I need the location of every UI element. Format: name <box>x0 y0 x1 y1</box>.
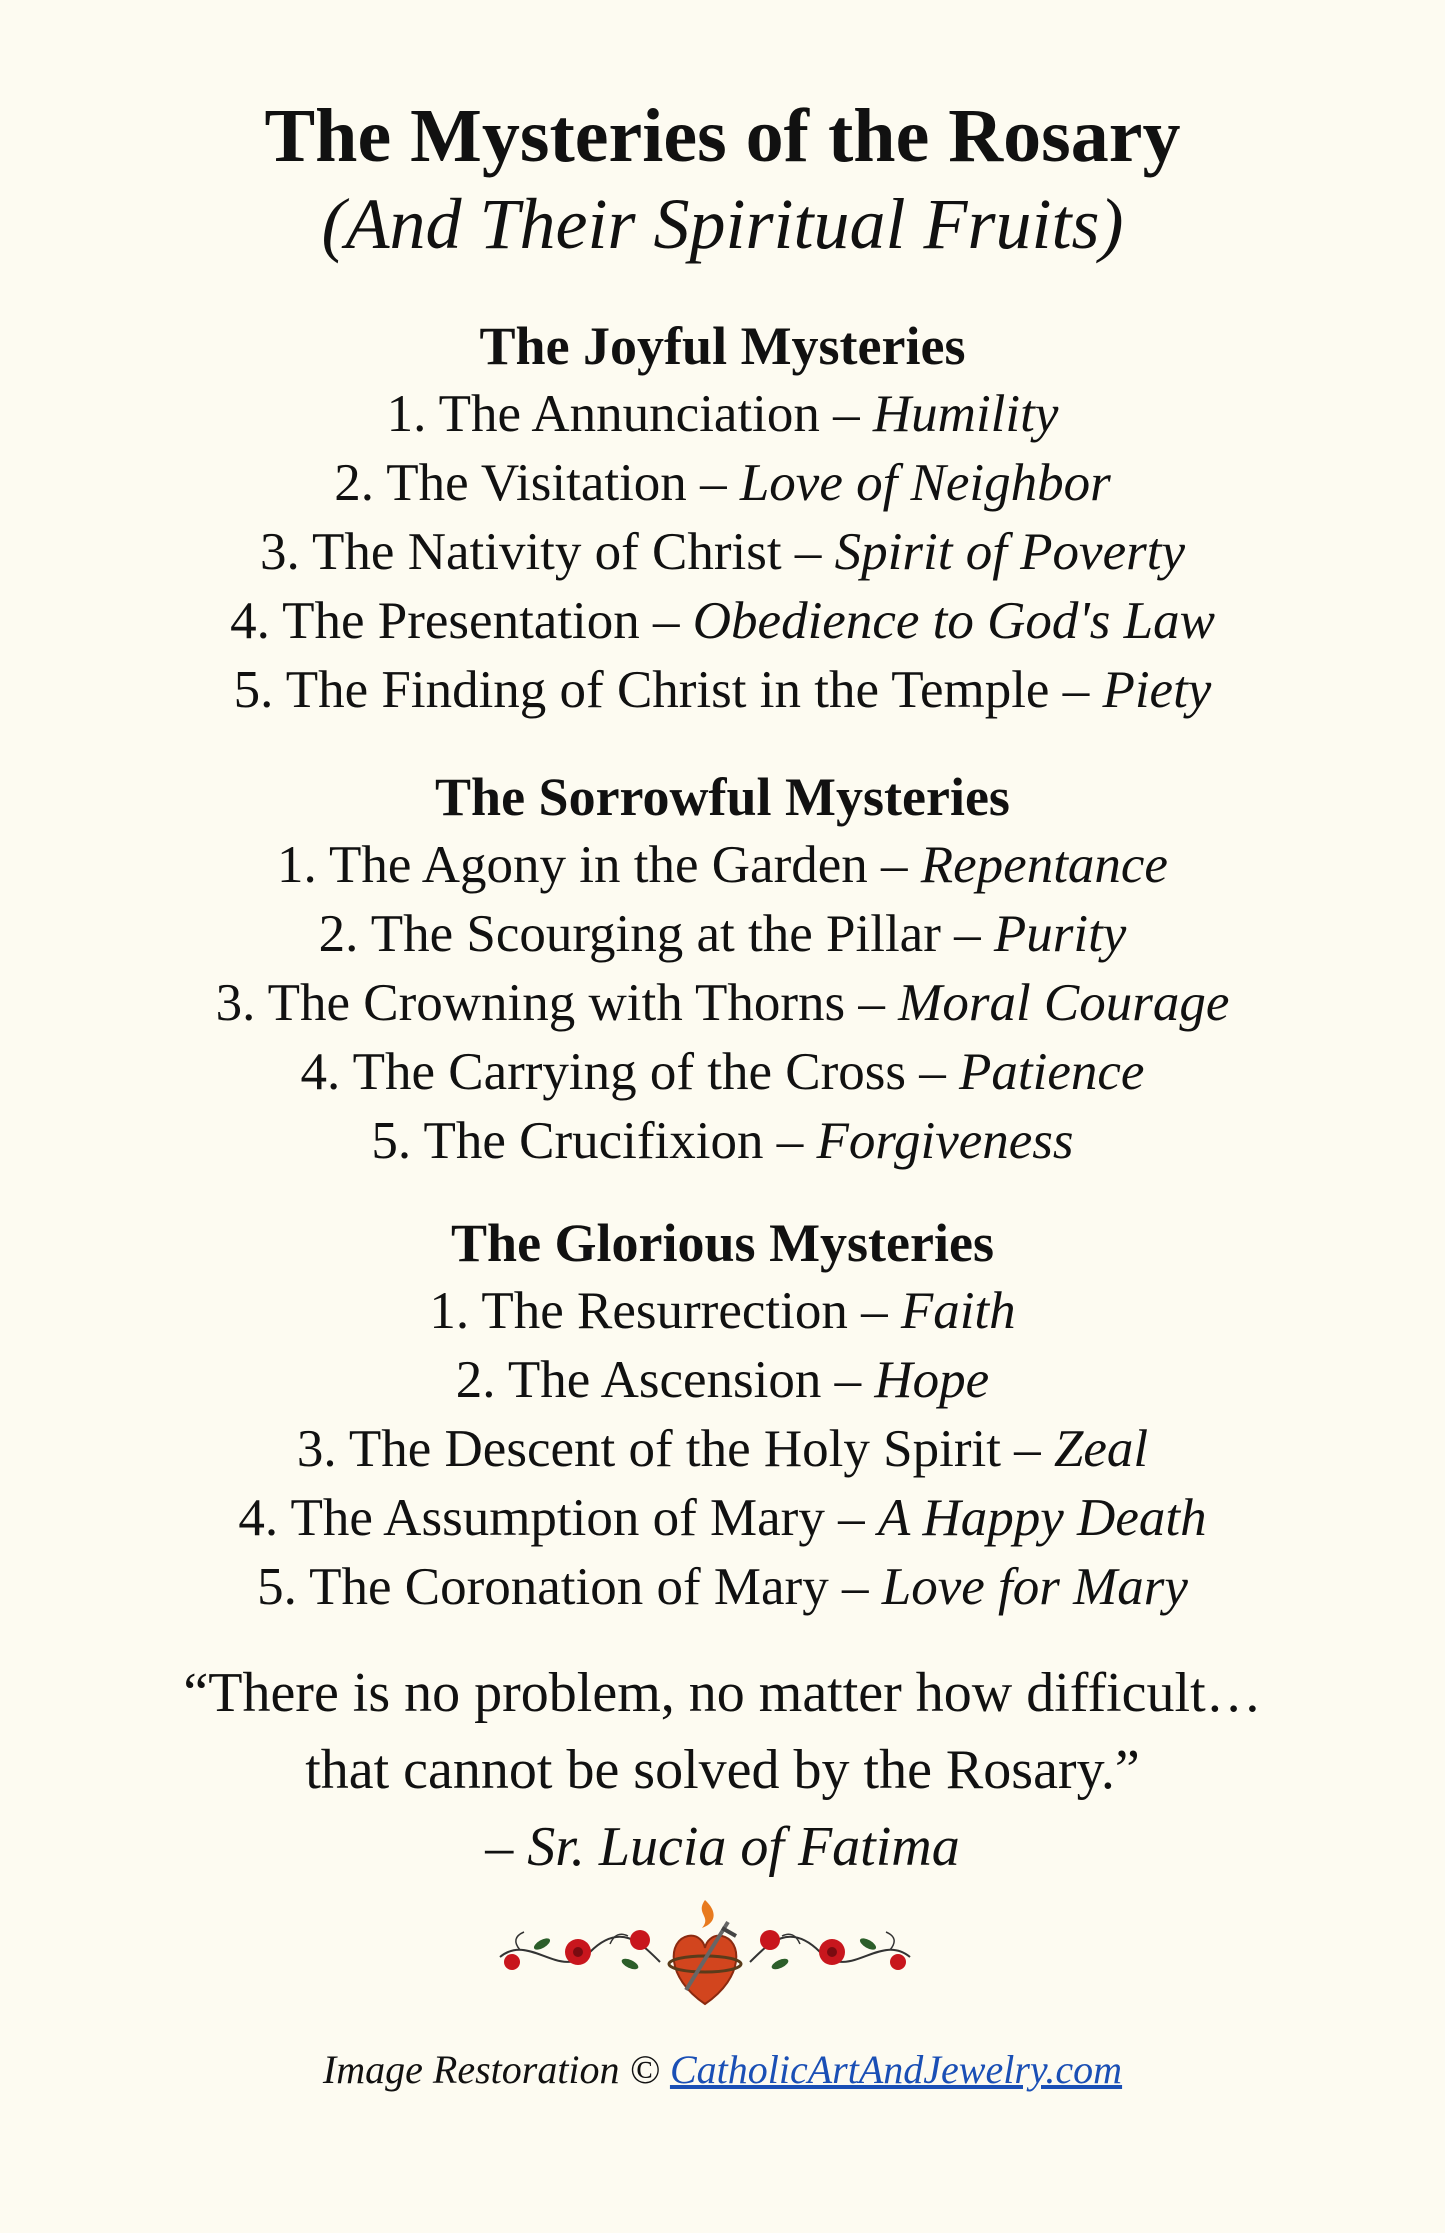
spiritual-fruit: Moral Courage <box>898 974 1230 1032</box>
image-credit <box>0 2046 1445 2093</box>
mystery-item: 4. The Carrying of the Cross – Patience <box>300 1043 1145 1101</box>
mystery-item: 2. The Ascension – Hope <box>455 1351 990 1409</box>
rosary-quote <box>0 1655 1445 1886</box>
mystery-item: 4. The Assumption of Mary – A Happy Death <box>238 1489 1207 1547</box>
mystery-name: 1. The Resurrection <box>429 1282 848 1340</box>
mystery-name: 2. The Scourging at the Pillar <box>318 905 941 963</box>
mystery-name: 2. The Visitation <box>334 454 687 512</box>
spiritual-fruit: Repentance <box>920 836 1168 894</box>
page-subtitle: (And Their Spiritual Fruits) <box>321 184 1124 264</box>
spiritual-fruit: Piety <box>1102 661 1212 719</box>
mystery-name: 4. The Assumption of Mary <box>238 1489 825 1547</box>
mystery-name: 5. The Finding of Christ in the Temple <box>233 661 1050 719</box>
mystery-item: 1. The Resurrection – Faith <box>429 1282 1016 1340</box>
spiritual-fruit: A Happy Death <box>877 1489 1207 1547</box>
mystery-item: 3. The Descent of the Holy Spirit – Zeal <box>296 1420 1149 1478</box>
spiritual-fruit: Obedience to God's Law <box>692 592 1215 650</box>
mystery-item: 1. The Annunciation – Humility <box>386 385 1059 443</box>
mystery-name: 5. The Crucifixion <box>371 1112 764 1170</box>
quote-attribution: – Sr. Lucia of Fatima <box>485 1816 960 1878</box>
mystery-item: 1. The Agony in the Garden – Repentance <box>277 836 1168 894</box>
spiritual-fruit: Humility <box>872 385 1059 443</box>
mystery-item: 3. The Nativity of Christ – Spirit of Poverty <box>260 523 1185 581</box>
mystery-item: 5. The Finding of Christ in the Temple – Piety <box>233 661 1212 719</box>
mystery-item: 5. The Crucifixion – Forgiveness <box>371 1112 1074 1170</box>
spiritual-fruit: Purity <box>993 905 1127 963</box>
mystery-list <box>0 380 1445 725</box>
sacred-heart-with-roses-icon <box>490 1892 920 2012</box>
spiritual-fruit: Hope <box>874 1351 990 1409</box>
mystery-name: 4. The Carrying of the Cross <box>300 1043 907 1101</box>
credit-link[interactable]: CatholicArtAndJewelry.com <box>669 2047 1123 2092</box>
mystery-item: 3. The Crowning with Thorns – Moral Courage <box>215 974 1230 1032</box>
sorrowful-mysteries-section <box>0 763 1445 1176</box>
mystery-item: 2. The Scourging at the Pillar – Purity <box>318 905 1127 963</box>
glorious-mysteries-section <box>0 1209 1445 1622</box>
credit-prefix: Image Restoration © <box>322 2047 670 2092</box>
page-title: The Mysteries of the Rosary <box>264 94 1181 178</box>
quote-line-1: “There is no problem, no matter how difficult… <box>183 1662 1262 1724</box>
mystery-item: 4. The Presentation – Obedience to God's Law <box>230 592 1215 650</box>
spiritual-fruit: Love of Neighbor <box>739 454 1111 512</box>
mystery-name: 4. The Presentation <box>230 592 640 650</box>
mystery-name: 5. The Coronation of Mary <box>257 1558 829 1616</box>
mystery-name: 1. The Annunciation <box>386 385 820 443</box>
mystery-name: 2. The Ascension <box>455 1351 822 1409</box>
spiritual-fruit: Zeal <box>1053 1420 1149 1478</box>
spiritual-fruit: Patience <box>959 1043 1145 1101</box>
spiritual-fruit: Forgiveness <box>816 1112 1074 1170</box>
joyful-mysteries-section <box>0 312 1445 725</box>
mystery-item: 2. The Visitation – Love of Neighbor <box>334 454 1111 512</box>
mystery-name: 1. The Agony in the Garden <box>277 836 868 894</box>
mystery-item: 5. The Coronation of Mary – Love for Mary <box>257 1558 1188 1616</box>
mystery-name: 3. The Nativity of Christ <box>260 523 782 581</box>
mystery-list <box>0 1277 1445 1622</box>
mystery-name: 3. The Descent of the Holy Spirit <box>296 1420 1001 1478</box>
spiritual-fruit: Love for Mary <box>881 1558 1188 1616</box>
mystery-list <box>0 831 1445 1176</box>
spiritual-fruit: Spirit of Poverty <box>834 523 1185 581</box>
spiritual-fruit: Faith <box>900 1282 1016 1340</box>
section-heading: The Joyful Mysteries <box>479 316 966 376</box>
section-heading: The Glorious Mysteries <box>451 1213 994 1273</box>
quote-line-2: that cannot be solved by the Rosary.” <box>305 1739 1140 1801</box>
mystery-name: 3. The Crowning with Thorns <box>215 974 846 1032</box>
section-heading: The Sorrowful Mysteries <box>435 767 1010 827</box>
